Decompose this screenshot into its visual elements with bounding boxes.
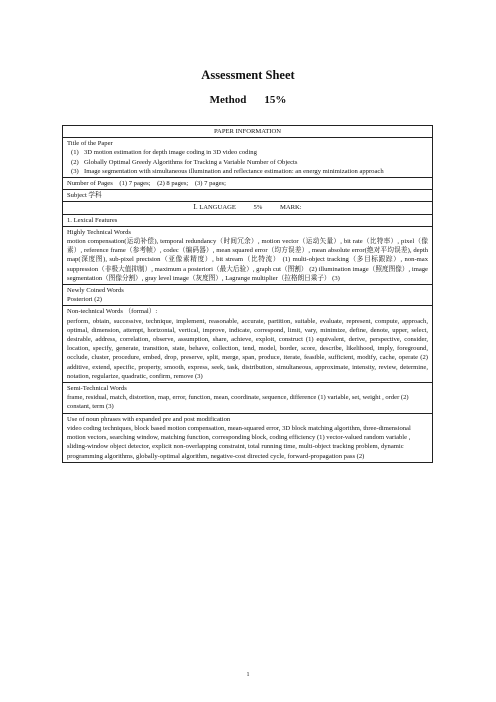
table-row — [63, 383, 433, 414]
method-label: Method — [209, 94, 247, 106]
table-row — [63, 306, 433, 383]
highly-technical-text: motion compensation(运动补偿), temporal redundancy（时间冗余）, motion vector（运动矢量）, bit rate（比特率）, pixel（像素）, reference frame（参考帧）, codec（编码器）, mean squared error（均方误差）, mean absolute error(绝对平均误差), depth map(深度图), sub-pixel precision（亚像素精度）, bit stream（比特流） (1) multi-object tracking（多目标跟踪）, non-max suppression（非极大值抑制）, maximum a posteriori（最大后验）, graph cut（图割） (2) illumination image（照度图像）, image segmentation（图像分割）, gray level image（灰度图）, Lagrange multiplier（拉格朗日乘子） (3) — [67, 238, 428, 282]
paper-information-heading: PAPER INFORMATION — [63, 126, 433, 138]
paper-titles-cell — [63, 138, 433, 178]
table-row — [63, 190, 433, 202]
assessment-table — [62, 125, 433, 463]
language-label: Ⅰ. LANGUAGE — [193, 204, 236, 212]
non-technical-text: perform, obtain, successive, technique, implement, reasonable, accurate, partition, suitable, evaluate, represent, compute, approach, optimal, dimension, attempt, horizontal, vertical, improve, indicate, correspond, limit, vary, minimize, define, denote, upper, select, desirable, address, correlation, observe, assumption, share, achieve, exploit, construct (1) equivalent, derive, perspective, consider, location, specify, generate, transition, state, behave, collection, tend, model, border, score, describe, likelihood, imply, foreground, occlude, cluster, procedure, embed, drop, preserve, split, merge, span, produce, iterate, feasible, sufficient, modify, cache, operate (2) additive, extend, specific, property, smooth, express, seek, task, distribution, simultaneous, approximate, intensity, review, determine, notation, regularize, quadratic, confirm, remove (3) — [67, 317, 428, 380]
method-value: 15% — [264, 94, 287, 106]
paper-title-1: (1) 3D motion estimation for depth image coding in 3D video coding — [71, 149, 257, 157]
noun-phrases-title: Use of noun phrases with expanded pre and post modification — [67, 415, 231, 423]
mark-label: MARK: — [280, 204, 302, 212]
newly-coined-title: Newly Coined Words — [67, 287, 124, 295]
table-row — [63, 178, 433, 190]
table-row — [63, 285, 433, 306]
title-of-paper-label: Title of the Paper — [67, 140, 113, 148]
semi-technical-title: Semi-Technical Words — [67, 385, 127, 393]
non-technical-words-cell — [63, 306, 433, 383]
table-row — [63, 126, 433, 138]
table-row — [63, 413, 433, 462]
number-of-pages: Number of Pages (1) 7 pages; (2) 8 pages; (3) 7 pages; — [63, 178, 433, 190]
language-percent: 5% — [253, 204, 263, 212]
semi-technical-text: frame, residual, match, distortion, map, error, function, mean, coordinate, sequence, difference (1) variable, set, weight , order (2) constant, term (3) — [67, 394, 409, 411]
non-technical-title: Non-technical Words （formal）: — [67, 308, 158, 316]
paper-title-2: (2) Globally Optimal Greedy Algorithms for Tracking a Variable Number of Objects — [71, 158, 298, 166]
table-row — [63, 202, 433, 214]
table-row — [63, 226, 433, 284]
subject: Subject 学科 — [63, 190, 433, 202]
newly-coined-words-cell — [63, 285, 433, 306]
paper-title-3: (3) Image segmentation with simultaneous illumination and reflectance estimation: an energy minimization approach — [71, 167, 384, 175]
noun-phrases-text: video coding techniques, block based motion compensation, mean-squared error, 3D block matching algorithm, three-dimensional motion vectors, searching window, matching function, corresponding block, coding efficiency (1) vector-valued random variable , sliding-window object detector, explicit non-overlapping constraint, total running time, multi-object tracking problem, dynamic programming algorithms, globally-optimal algorithm, negative-cost directed cycle, forward-propagation pass (2) — [67, 424, 411, 460]
lexical-features-heading: 1. Lexical Features — [63, 214, 433, 226]
document-title: Assessment Sheet — [201, 68, 295, 82]
highly-technical-words-cell — [63, 226, 433, 284]
method-weight — [0, 94, 496, 106]
newly-coined-text: Posteriori (2) — [67, 296, 102, 304]
language-row — [63, 202, 433, 214]
noun-phrases-cell — [63, 413, 433, 462]
table-row — [63, 214, 433, 226]
semi-technical-words-cell — [63, 383, 433, 414]
page-number: 1 — [246, 672, 250, 678]
table-row — [63, 138, 433, 178]
highly-technical-title: Highly Technical Words — [67, 228, 131, 236]
